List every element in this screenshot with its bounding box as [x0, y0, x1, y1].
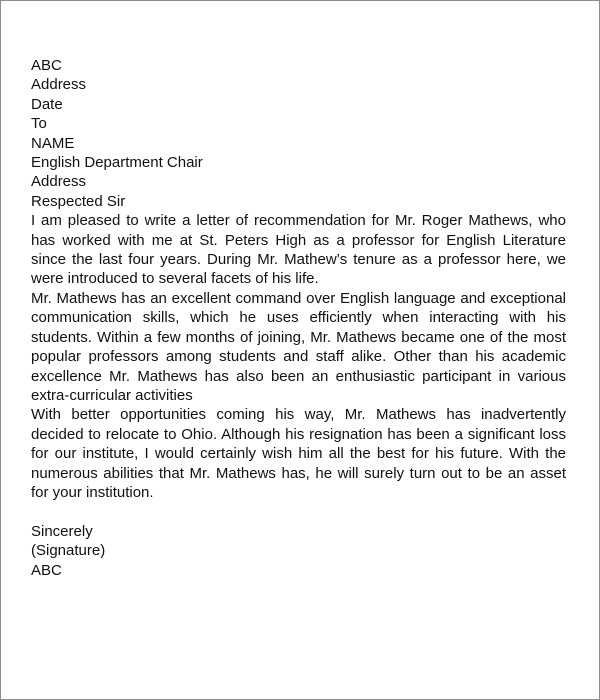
recipient-name: NAME [31, 134, 75, 152]
letter-body [31, 56, 566, 580]
signature-placeholder: (Signature) [31, 542, 106, 560]
body-paragraph-3: With better opportunities coming his way, Mr. Mathews has inadvertently decided to relocate to Ohio. Although his resignation has been a significant loss for our institute, I would certainly wish him all the best for his future. With the numerous abilities that Mr. Mathews has, he will surely turn out to be an asset for your institution. [31, 406, 566, 501]
sender-address: Address [31, 76, 87, 94]
to-label: To [31, 115, 47, 133]
letter-header [31, 56, 566, 192]
recipient-title: English Department Chair [31, 154, 203, 172]
sender-name: ABC [31, 57, 62, 74]
valediction: Sincerely [31, 522, 93, 540]
body-paragraph-1: I am pleased to write a letter of recommendation for Mr. Roger Mathews, who has worked with me at St. Peters High as a professor for English Literature since the last four years. During Mr. Mathew’s tenure as a professor here, we were introduced to several facets of his life. [31, 212, 566, 288]
closing-name: ABC [31, 561, 62, 579]
body-paragraph-2: Mr. Mathews has an excellent command over English language and exceptional communication skills, which he uses efficiently when interacting with his students. Within a few months of joining, Mr. Mathews became one of the most popular professors among students and staff alike. Other than his academic excellence Mr. Mathews has also been an enthusiastic participant in various extra-curricular activities [31, 289, 566, 404]
salutation: Respected Sir [31, 192, 126, 210]
recipient-address: Address [31, 173, 87, 191]
letter-date: Date [31, 95, 63, 113]
letter-closing [31, 522, 566, 580]
